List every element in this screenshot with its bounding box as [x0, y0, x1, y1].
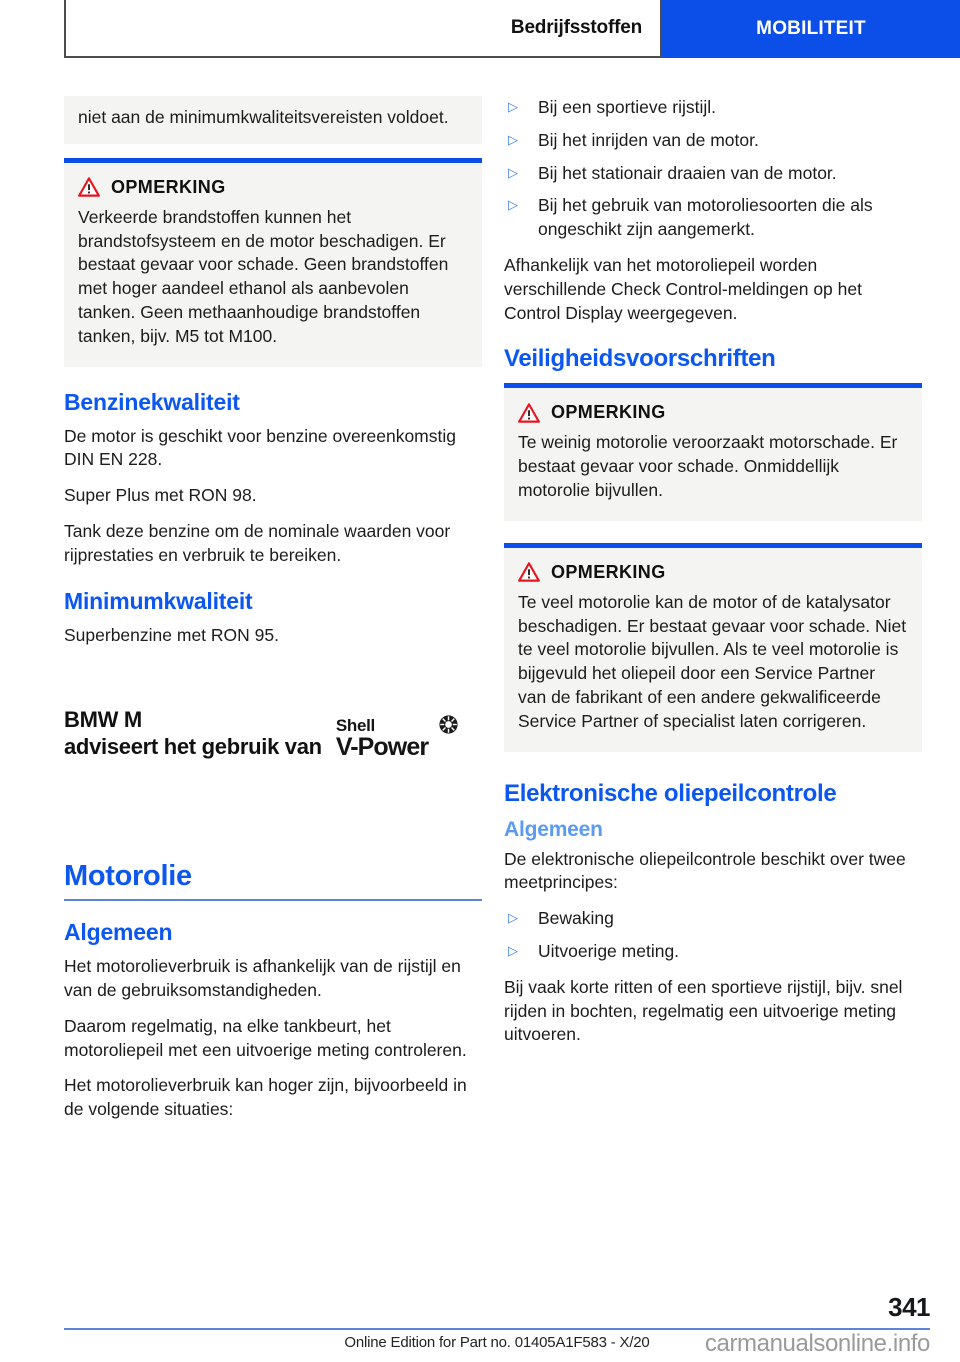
note-box-too-little-oil — [504, 383, 922, 520]
warning-triangle-icon — [78, 177, 100, 197]
warning-triangle-icon — [518, 562, 540, 582]
list-item-label: Bij het gebruik van motoroliesoorten die als ongeschikt zijn aangemerkt. — [538, 195, 873, 240]
promo-text-block — [64, 707, 322, 760]
list-item — [504, 129, 922, 153]
arrow-bullet-icon: ▷ — [508, 942, 518, 958]
continued-paragraph: niet aan de minimumkwaliteitsvereisten voldoet. — [78, 107, 449, 127]
note-header — [518, 562, 908, 583]
benzinekwaliteit-paragraph-1: De motor is geschikt voor benzine overeenkomstig DIN EN 228. — [64, 425, 456, 470]
header-section-tab[interactable] — [64, 0, 662, 58]
page-footer — [64, 1290, 930, 1362]
benzinekwaliteit-paragraph-3: Tank deze benzine om de nominale waarden voor rijprestaties en verbruik te bereiken. — [64, 520, 451, 565]
list-item — [504, 96, 922, 120]
note-box-too-much-oil — [504, 543, 922, 752]
list-item — [504, 907, 922, 931]
page-content — [0, 96, 960, 1134]
promo-line-1: BMW M — [64, 707, 142, 733]
note-body: Te weinig motorolie veroorzaakt motorschade. Er bestaat gevaar voor schade. Onmiddellijk motorolie bijvullen. — [518, 432, 898, 500]
elektronische-closing: Bij vaak korte ritten of een sportieve rijstijl, bijv. snel rijden in bochten, regelmatig een uitvoerige meting uitvoeren. — [504, 976, 903, 1045]
arrow-bullet-icon: ▷ — [508, 164, 518, 180]
elektronische-intro: De elektronische oliepeilcontrole beschikt over twee meetprincipes: — [504, 848, 906, 893]
vpower-wordmark: V-Power — [335, 732, 429, 761]
warning-triangle-icon — [518, 403, 540, 423]
bmw-m-shell-promo — [64, 707, 482, 760]
heading-elektronische-algemeen: Algemeen — [504, 817, 603, 841]
motorolie-paragraph-1: Het motorolieverbruik is afhankelijk van de rijstijl en van de gebruiksomstandigheden. — [64, 956, 461, 1000]
continued-note-box — [64, 96, 482, 144]
arrow-bullet-icon: ▷ — [508, 131, 518, 147]
left-column — [64, 96, 482, 1134]
note-title: OPMERKING — [551, 561, 666, 582]
page-number: 341 — [888, 1292, 930, 1322]
note-header — [78, 177, 468, 198]
page-header — [64, 0, 960, 58]
note-title: OPMERKING — [551, 402, 666, 423]
header-section-label: Bedrijfsstoffen — [510, 17, 642, 38]
note-header — [518, 402, 908, 423]
shell-vpower-logo — [336, 717, 432, 760]
edition-note: Online Edition for Part no. 01405A1F583 - X/20 — [344, 1334, 650, 1351]
motorolie-paragraph-3: Het motorolieverbruik kan hoger zijn, bijvoorbeeld in de volgende situaties: — [64, 1075, 467, 1120]
heading-motorolie: Motorolie — [64, 860, 192, 893]
list-item — [504, 162, 922, 186]
arrow-bullet-icon: ▷ — [508, 910, 518, 926]
after-bullets-paragraph: Afhankelijk van het motoroliepeil worden verschillende Check Control-meldingen op het Control Display weergegeven. — [504, 254, 862, 323]
note-body: Verkeerde brandstoffen kunnen het brandstofsysteem en de motor beschadigen. Er bestaat gevaar voor schade. Geen brandstoffen met hoger aandeel ethanol als aanbevolen tanken. Geen methaanhoudige brandstoffen tanken, bijv. M5 tot M100. — [78, 206, 449, 346]
meetprincipes-bullet-list — [504, 907, 922, 964]
heading-benzinekwaliteit: Benzinekwaliteit — [64, 388, 240, 415]
minimumkwaliteit-paragraph-1: Superbenzine met RON 95. — [64, 624, 279, 645]
note-box-fuel — [64, 158, 482, 367]
right-column — [504, 96, 922, 1134]
motorolie-rule — [64, 899, 482, 901]
note-body: Te veel motorolie kan de motor of de katalysator beschadigen. Er bestaat gevaar voor schade. Niet te veel motorolie bijvullen. Als te veel motorolie is bijgevuld het oliepeil door een Service Partner van de fabrikant of een andere gekwalificeerde Service Partner of specialist laten corrigeren. — [518, 591, 907, 731]
header-chapter-label: MOBILITEIT — [756, 18, 866, 39]
list-item — [504, 194, 922, 242]
shell-wordmark: Shell — [335, 715, 375, 735]
promo-line-2: adviseert het gebruik van — [64, 733, 322, 759]
arrow-bullet-icon: ▷ — [508, 99, 518, 114]
site-watermark: carmanualsonline.info — [704, 1330, 930, 1357]
list-item-label: Bij een sportieve rijstijl. — [538, 97, 716, 117]
list-item-label: Bewaking — [538, 908, 614, 929]
note-title: OPMERKING — [111, 176, 226, 197]
arrow-bullet-icon: ▷ — [508, 197, 518, 213]
motorolie-paragraph-2: Daarom regelmatig, na elke tankbeurt, het motoroliepeil met een uitvoerige meting controleren. — [64, 1015, 467, 1060]
list-item-label: Uitvoerige meting. — [538, 940, 680, 961]
list-item-label: Bij het inrijden van de motor. — [538, 129, 759, 150]
shell-pecten-icon — [439, 715, 458, 734]
header-chapter-tab[interactable] — [662, 0, 960, 58]
situations-bullet-list — [504, 96, 922, 242]
heading-veiligheidsvoorschriften: Veiligheidsvoorschriften — [504, 345, 776, 373]
list-item-label: Bij het stationair draaien van de motor. — [538, 162, 837, 183]
heading-minimumkwaliteit: Minimumkwaliteit — [64, 587, 253, 614]
heading-elektronische-oliepeilcontrole: Elektronische oliepeilcontrole — [504, 779, 837, 807]
heading-motorolie-algemeen: Algemeen — [64, 919, 173, 946]
benzinekwaliteit-paragraph-2: Super Plus met RON 98. — [64, 485, 257, 506]
list-item — [504, 940, 922, 964]
